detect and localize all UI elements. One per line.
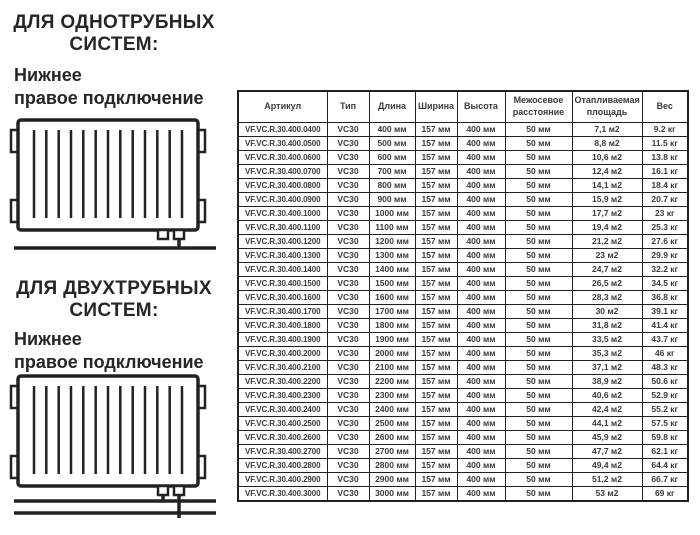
table-cell-vysota: 400 мм [457,221,505,235]
table-cell-ves: 43.7 кг [642,333,688,347]
table-cell-dlina: 2100 мм [369,361,415,375]
table-cell-shirina: 157 мм [415,333,457,347]
table-cell-vysota: 400 мм [457,207,505,221]
table-cell-mezhosevoe: 50 мм [505,403,572,417]
table-cell-dlina: 1700 мм [369,305,415,319]
table-cell-artikul: VF.VC.R.30.400.2600 [238,431,327,445]
table-cell-artikul: VF.VC.R.30.400.2900 [238,473,327,487]
subtitle-line1: Нижнее [14,329,82,349]
table-cell-mezhosevoe: 50 мм [505,249,572,263]
table-cell-shirina: 157 мм [415,291,457,305]
table-cell-vysota: 400 мм [457,165,505,179]
table-cell-artikul: VF.VC.R.30.400.2200 [238,375,327,389]
table-row [238,389,688,403]
table-cell-ves: 16.1 кг [642,165,688,179]
table-row [238,305,688,319]
table-cell-ves: 48.3 кг [642,361,688,375]
table-cell-mezhosevoe: 50 мм [505,417,572,431]
table-cell-tip: VC30 [327,445,369,459]
table-row [238,123,688,137]
table-cell-ves: 59.8 кг [642,431,688,445]
table-cell-dlina: 400 мм [369,123,415,137]
table-cell-tip: VC30 [327,431,369,445]
table-cell-ploshchad: 51,2 м2 [572,473,642,487]
table-cell-ploshchad: 26,5 м2 [572,277,642,291]
table-cell-tip: VC30 [327,137,369,151]
table-cell-ves: 36.8 кг [642,291,688,305]
table-cell-ploshchad: 14,1 м2 [572,179,642,193]
table-cell-ploshchad: 15,9 м2 [572,193,642,207]
spec-table-body [238,123,688,502]
table-cell-ves: 50.6 кг [642,375,688,389]
table-cell-dlina: 600 мм [369,151,415,165]
table-row [238,445,688,459]
table-cell-dlina: 3000 мм [369,487,415,502]
table-cell-ploshchad: 49,4 м2 [572,459,642,473]
table-cell-artikul: VF.VC.R.30.400.1300 [238,249,327,263]
table-cell-ploshchad: 35,3 м2 [572,347,642,361]
table-cell-dlina: 1300 мм [369,249,415,263]
table-cell-ploshchad: 19,4 м2 [572,221,642,235]
table-row [238,459,688,473]
section-title-line1: ДЛЯ ОДНОТРУБНЫХ [13,12,215,33]
table-cell-shirina: 157 мм [415,305,457,319]
table-cell-vysota: 400 мм [457,403,505,417]
table-cell-artikul: VF.VC.R.30.400.2100 [238,361,327,375]
table-cell-shirina: 157 мм [415,319,457,333]
table-row [238,249,688,263]
table-cell-shirina: 157 мм [415,179,457,193]
table-cell-ves: 66.7 кг [642,473,688,487]
table-cell-tip: VC30 [327,179,369,193]
table-cell-mezhosevoe: 50 мм [505,375,572,389]
table-cell-shirina: 157 мм [415,193,457,207]
table-cell-dlina: 2600 мм [369,431,415,445]
col-header-dlina: Длина [369,91,415,123]
table-cell-mezhosevoe: 50 мм [505,193,572,207]
table-cell-artikul: VF.VC.R.30.400.2800 [238,459,327,473]
table-cell-ves: 29.9 кг [642,249,688,263]
table-cell-tip: VC30 [327,291,369,305]
radiator-two-pipe-svg [8,370,223,522]
table-cell-dlina: 700 мм [369,165,415,179]
table-cell-artikul: VF.VC.R.30.400.2300 [238,389,327,403]
table-cell-tip: VC30 [327,193,369,207]
table-cell-ploshchad: 23 м2 [572,249,642,263]
table-cell-ploshchad: 24,7 м2 [572,263,642,277]
table-cell-mezhosevoe: 50 мм [505,389,572,403]
table-cell-vysota: 400 мм [457,431,505,445]
table-cell-ploshchad: 28,3 м2 [572,291,642,305]
table-cell-ves: 25.3 кг [642,221,688,235]
table-cell-mezhosevoe: 50 мм [505,137,572,151]
table-row [238,417,688,431]
table-row [238,277,688,291]
table-cell-ploshchad: 40,6 м2 [572,389,642,403]
table-cell-mezhosevoe: 50 мм [505,347,572,361]
table-cell-tip: VC30 [327,417,369,431]
table-cell-shirina: 157 мм [415,487,457,502]
table-cell-artikul: VF.VC.R.30.400.1800 [238,319,327,333]
table-cell-vysota: 400 мм [457,375,505,389]
table-cell-vysota: 400 мм [457,263,505,277]
table-cell-ves: 23 кг [642,207,688,221]
table-cell-tip: VC30 [327,249,369,263]
table-cell-shirina: 157 мм [415,445,457,459]
table-cell-vysota: 400 мм [457,151,505,165]
table-cell-tip: VC30 [327,459,369,473]
table-cell-vysota: 400 мм [457,277,505,291]
table-cell-shirina: 157 мм [415,403,457,417]
table-cell-ploshchad: 12,4 м2 [572,165,642,179]
table-cell-vysota: 400 мм [457,123,505,137]
table-cell-mezhosevoe: 50 мм [505,179,572,193]
col-header-vysota: Высота [457,91,505,123]
table-cell-shirina: 157 мм [415,235,457,249]
col-header-ves: Вес [642,91,688,123]
radiator-one-pipe-svg [8,114,223,255]
section-title-line2: СИСТЕМ: [69,300,159,322]
table-row [238,179,688,193]
table-cell-ves: 62.1 кг [642,445,688,459]
table-row [238,403,688,417]
table-row [238,375,688,389]
table-cell-mezhosevoe: 50 мм [505,277,572,291]
table-cell-ploshchad: 45,9 м2 [572,431,642,445]
table-cell-mezhosevoe: 50 мм [505,487,572,502]
table-cell-tip: VC30 [327,123,369,137]
table-cell-mezhosevoe: 50 мм [505,221,572,235]
table-cell-shirina: 157 мм [415,137,457,151]
table-cell-shirina: 157 мм [415,375,457,389]
table-row [238,263,688,277]
table-cell-vysota: 400 мм [457,487,505,502]
table-cell-ploshchad: 17,7 м2 [572,207,642,221]
table-cell-artikul: VF.VC.R.30.400.3000 [238,487,327,502]
table-cell-ploshchad: 33,5 м2 [572,333,642,347]
table-cell-ploshchad: 53 м2 [572,487,642,502]
table-cell-mezhosevoe: 50 мм [505,305,572,319]
table-cell-ploshchad: 21,2 м2 [572,235,642,249]
table-cell-vysota: 400 мм [457,361,505,375]
table-cell-mezhosevoe: 50 мм [505,151,572,165]
table-cell-ves: 13.8 кг [642,151,688,165]
table-cell-vysota: 400 мм [457,333,505,347]
table-cell-dlina: 1900 мм [369,333,415,347]
table-cell-dlina: 2900 мм [369,473,415,487]
table-row [238,221,688,235]
table-cell-dlina: 2700 мм [369,445,415,459]
table-cell-tip: VC30 [327,277,369,291]
table-cell-dlina: 1500 мм [369,277,415,291]
table-cell-dlina: 2400 мм [369,403,415,417]
table-cell-ploshchad: 30 м2 [572,305,642,319]
table-row [238,473,688,487]
table-cell-mezhosevoe: 50 мм [505,445,572,459]
table-cell-vysota: 400 мм [457,319,505,333]
table-cell-mezhosevoe: 50 мм [505,361,572,375]
table-cell-tip: VC30 [327,235,369,249]
table-cell-tip: VC30 [327,333,369,347]
table-cell-shirina: 157 мм [415,221,457,235]
table-cell-tip: VC30 [327,151,369,165]
table-cell-artikul: VF.VC.R.30.400.0400 [238,123,327,137]
table-cell-mezhosevoe: 50 мм [505,207,572,221]
table-cell-ves: 18.4 кг [642,179,688,193]
section-title-line2: СИСТЕМ: [69,34,159,56]
table-cell-ploshchad: 44,1 м2 [572,417,642,431]
table-cell-shirina: 157 мм [415,417,457,431]
table-cell-ves: 27.6 кг [642,235,688,249]
table-cell-ploshchad: 47,7 м2 [572,445,642,459]
table-cell-mezhosevoe: 50 мм [505,459,572,473]
table-cell-tip: VC30 [327,319,369,333]
table-cell-mezhosevoe: 50 мм [505,263,572,277]
table-cell-ves: 20.7 кг [642,193,688,207]
table-cell-vysota: 400 мм [457,347,505,361]
col-header-mezhosevoe: Межосевое расстояние [505,91,572,123]
table-row [238,347,688,361]
table-cell-mezhosevoe: 50 мм [505,123,572,137]
table-cell-vysota: 400 мм [457,417,505,431]
subtitle-line2: правое подключение [14,352,204,373]
table-cell-ploshchad: 31,8 м2 [572,319,642,333]
table-cell-shirina: 157 мм [415,277,457,291]
table-cell-tip: VC30 [327,263,369,277]
table-cell-vysota: 400 мм [457,445,505,459]
table-cell-vysota: 400 мм [457,459,505,473]
table-cell-mezhosevoe: 50 мм [505,235,572,249]
table-cell-artikul: VF.VC.R.30.400.0800 [238,179,327,193]
table-cell-ves: 55.2 кг [642,403,688,417]
table-row [238,431,688,445]
table-cell-mezhosevoe: 50 мм [505,473,572,487]
table-cell-dlina: 1400 мм [369,263,415,277]
radiator-one-pipe-diagram [8,114,223,255]
table-row [238,165,688,179]
table-cell-artikul: VF.VC.R.30.400.0900 [238,193,327,207]
spec-table [237,90,689,502]
table-cell-ploshchad: 8,8 м2 [572,137,642,151]
connection-subtitle-two-pipe [14,328,226,375]
table-cell-dlina: 1000 мм [369,207,415,221]
table-cell-vysota: 400 мм [457,305,505,319]
table-cell-artikul: VF.VC.R.30.400.1600 [238,291,327,305]
table-cell-artikul: VF.VC.R.30.400.2700 [238,445,327,459]
table-row [238,193,688,207]
table-cell-tip: VC30 [327,305,369,319]
table-cell-ploshchad: 10,6 м2 [572,151,642,165]
table-cell-dlina: 800 мм [369,179,415,193]
table-cell-shirina: 157 мм [415,207,457,221]
table-cell-ploshchad: 7,1 м2 [572,123,642,137]
table-cell-artikul: VF.VC.R.30.400.1500 [238,277,327,291]
table-cell-ves: 11.5 кг [642,137,688,151]
table-row [238,487,688,502]
table-row [238,291,688,305]
table-cell-ves: 34.5 кг [642,277,688,291]
col-header-tip: Тип [327,91,369,123]
table-cell-ploshchad: 37,1 м2 [572,361,642,375]
section-title-two-pipe [8,278,220,323]
table-cell-mezhosevoe: 50 мм [505,431,572,445]
table-cell-shirina: 157 мм [415,347,457,361]
table-cell-mezhosevoe: 50 мм [505,165,572,179]
table-cell-artikul: VF.VC.R.30.400.1700 [238,305,327,319]
table-cell-shirina: 157 мм [415,263,457,277]
table-cell-vysota: 400 мм [457,291,505,305]
table-cell-artikul: VF.VC.R.30.400.0700 [238,165,327,179]
table-cell-vysota: 400 мм [457,389,505,403]
table-cell-vysota: 400 мм [457,137,505,151]
table-cell-tip: VC30 [327,389,369,403]
table-cell-ves: 64.4 кг [642,459,688,473]
table-cell-tip: VC30 [327,473,369,487]
table-cell-artikul: VF.VC.R.30.400.0600 [238,151,327,165]
table-cell-dlina: 1600 мм [369,291,415,305]
table-cell-dlina: 2200 мм [369,375,415,389]
table-cell-artikul: VF.VC.R.30.400.0500 [238,137,327,151]
table-cell-shirina: 157 мм [415,431,457,445]
col-header-ploshchad: Отапливаемая площадь [572,91,642,123]
table-cell-ves: 32.2 кг [642,263,688,277]
table-cell-vysota: 400 мм [457,179,505,193]
table-cell-ploshchad: 38,9 м2 [572,375,642,389]
table-cell-dlina: 2000 мм [369,347,415,361]
table-cell-ves: 69 кг [642,487,688,502]
table-cell-tip: VC30 [327,375,369,389]
table-cell-artikul: VF.VC.R.30.400.1100 [238,221,327,235]
table-cell-vysota: 400 мм [457,193,505,207]
table-cell-dlina: 500 мм [369,137,415,151]
table-cell-dlina: 2300 мм [369,389,415,403]
subtitle-line2: правое подключение [14,88,204,109]
table-row [238,137,688,151]
table-cell-tip: VC30 [327,207,369,221]
col-header-artikul: Артикул [238,91,327,123]
table-cell-shirina: 157 мм [415,249,457,263]
table-cell-ves: 46 кг [642,347,688,361]
table-row [238,333,688,347]
connection-subtitle-one-pipe [14,64,226,111]
table-cell-dlina: 2500 мм [369,417,415,431]
table-cell-dlina: 1800 мм [369,319,415,333]
table-cell-shirina: 157 мм [415,389,457,403]
table-cell-shirina: 157 мм [415,123,457,137]
table-cell-artikul: VF.VC.R.30.400.1000 [238,207,327,221]
table-cell-artikul: VF.VC.R.30.400.2000 [238,347,327,361]
col-header-shirina: Ширина [415,91,457,123]
table-cell-artikul: VF.VC.R.30.400.2500 [238,417,327,431]
table-cell-ves: 57.5 кг [642,417,688,431]
table-cell-vysota: 400 мм [457,249,505,263]
spec-table-header [238,91,688,123]
table-cell-tip: VC30 [327,487,369,502]
table-cell-shirina: 157 мм [415,361,457,375]
table-cell-ves: 41.4 кг [642,319,688,333]
table-cell-artikul: VF.VC.R.30.400.1200 [238,235,327,249]
table-cell-ves: 39.1 кг [642,305,688,319]
table-cell-dlina: 1200 мм [369,235,415,249]
table-cell-shirina: 157 мм [415,473,457,487]
table-row [238,361,688,375]
table-cell-mezhosevoe: 50 мм [505,291,572,305]
table-cell-shirina: 157 мм [415,165,457,179]
table-cell-tip: VC30 [327,403,369,417]
table-cell-dlina: 900 мм [369,193,415,207]
table-cell-dlina: 1100 мм [369,221,415,235]
table-cell-ves: 9.2 кг [642,123,688,137]
radiator-two-pipe-diagram [8,370,223,522]
table-cell-mezhosevoe: 50 мм [505,333,572,347]
table-cell-ploshchad: 42,4 м2 [572,403,642,417]
table-cell-tip: VC30 [327,347,369,361]
table-cell-vysota: 400 мм [457,235,505,249]
section-title-line1: ДЛЯ ДВУХТРУБНЫХ [16,278,212,299]
table-cell-artikul: VF.VC.R.30.400.2400 [238,403,327,417]
table-row [238,207,688,221]
table-cell-artikul: VF.VC.R.30.400.1900 [238,333,327,347]
table-row [238,235,688,249]
table-cell-vysota: 400 мм [457,473,505,487]
table-cell-mezhosevoe: 50 мм [505,319,572,333]
table-cell-tip: VC30 [327,221,369,235]
table-cell-tip: VC30 [327,165,369,179]
header-row [238,91,688,123]
subtitle-line1: Нижнее [14,65,82,85]
section-title-one-pipe [8,12,220,57]
table-cell-dlina: 2800 мм [369,459,415,473]
table-row [238,151,688,165]
table-cell-shirina: 157 мм [415,151,457,165]
table-cell-tip: VC30 [327,361,369,375]
table-cell-ves: 52.9 кг [642,389,688,403]
table-row [238,319,688,333]
table-cell-shirina: 157 мм [415,459,457,473]
table-cell-artikul: VF.VC.R.30.400.1400 [238,263,327,277]
